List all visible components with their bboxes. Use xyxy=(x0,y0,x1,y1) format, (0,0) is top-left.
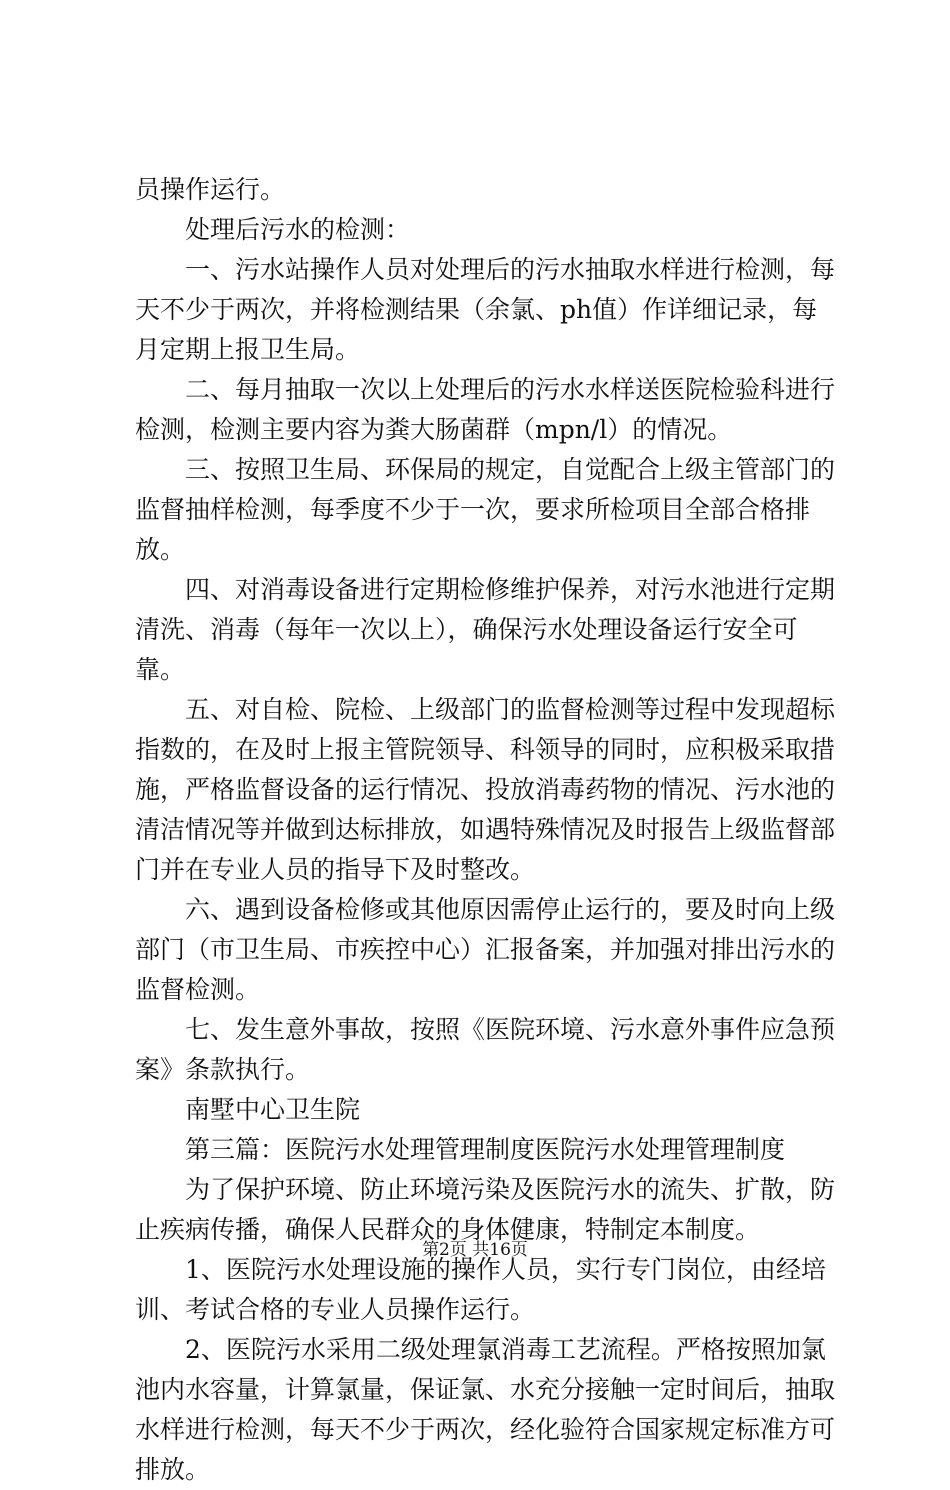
paragraph: 为了保护环境、防止环境污染及医院污水的流失、扩散，防止疾病传播，确保人民群众的身体健康，特制定本制度。 xyxy=(135,1175,836,1244)
paragraph: 七、发生意外事故，按照《医院环境、污水意外事件应急预案》条款执行。 xyxy=(135,1015,836,1084)
paragraph: 六、遇到设备检修或其他原因需停止运行的，要及时向上级部门（市卫生局、市疾控中心）汇报备案，并加强对排出污水的监督检测。 xyxy=(135,895,836,1004)
paragraph: 五、对自检、院检、上级部门的监督检测等过程中发现超标指数的，在及时上报主管院领导、科领导的同时，应积极采取措施，严格监督设备的运行情况、投放消毒药物的情况、污水池的清洁情况等并做到达标排放，如遇特殊情况及时报告上级监督部门并在专业人员的指导下及时整改。 xyxy=(135,695,836,884)
paragraph: 1、医院污水处理设施的操作人员，实行专门岗位，由经培训、考试合格的专业人员操作运行。 xyxy=(135,1255,826,1324)
paragraph: 一、污水站操作人员对处理后的污水抽取水样进行检测，每天不少于两次，并将检测结果（余氯、ph值）作详细记录，每月定期上报卫生局。 xyxy=(135,255,836,364)
paragraph: 员操作运行。 xyxy=(135,175,286,204)
document-body xyxy=(135,170,835,1490)
paragraph: 2、医院污水采用二级处理氯消毒工艺流程。严格按照加氯池内水容量，计算氯量，保证氯、水充分接触一定时间后，抽取水样进行检测，每天不少于两次，经化验符合国家规定标准方可排放。 xyxy=(135,1335,836,1484)
paragraph: 三、按照卫生局、环保局的规定，自觉配合上级主管部门的监督抽样检测，每季度不少于一次，要求所检项目全部合格排放。 xyxy=(135,455,836,564)
paragraph: 南墅中心卫生院 xyxy=(185,1095,361,1124)
paragraph: 第三篇：医院污水处理管理制度医院污水处理管理制度 xyxy=(185,1135,786,1164)
paragraph: 二、每月抽取一次以上处理后的污水水样送医院检验科进行检测，检测主要内容为粪大肠菌群（mpn/l）的情况。 xyxy=(135,375,836,444)
paragraph: 处理后污水的检测： xyxy=(185,215,411,244)
paragraph: 四、对消毒设备进行定期检修维护保养，对污水池进行定期清洗、消毒（每年一次以上），确保污水处理设备运行安全可靠。 xyxy=(135,575,836,684)
page-footer: 第2页 共16页 xyxy=(422,1240,528,1260)
